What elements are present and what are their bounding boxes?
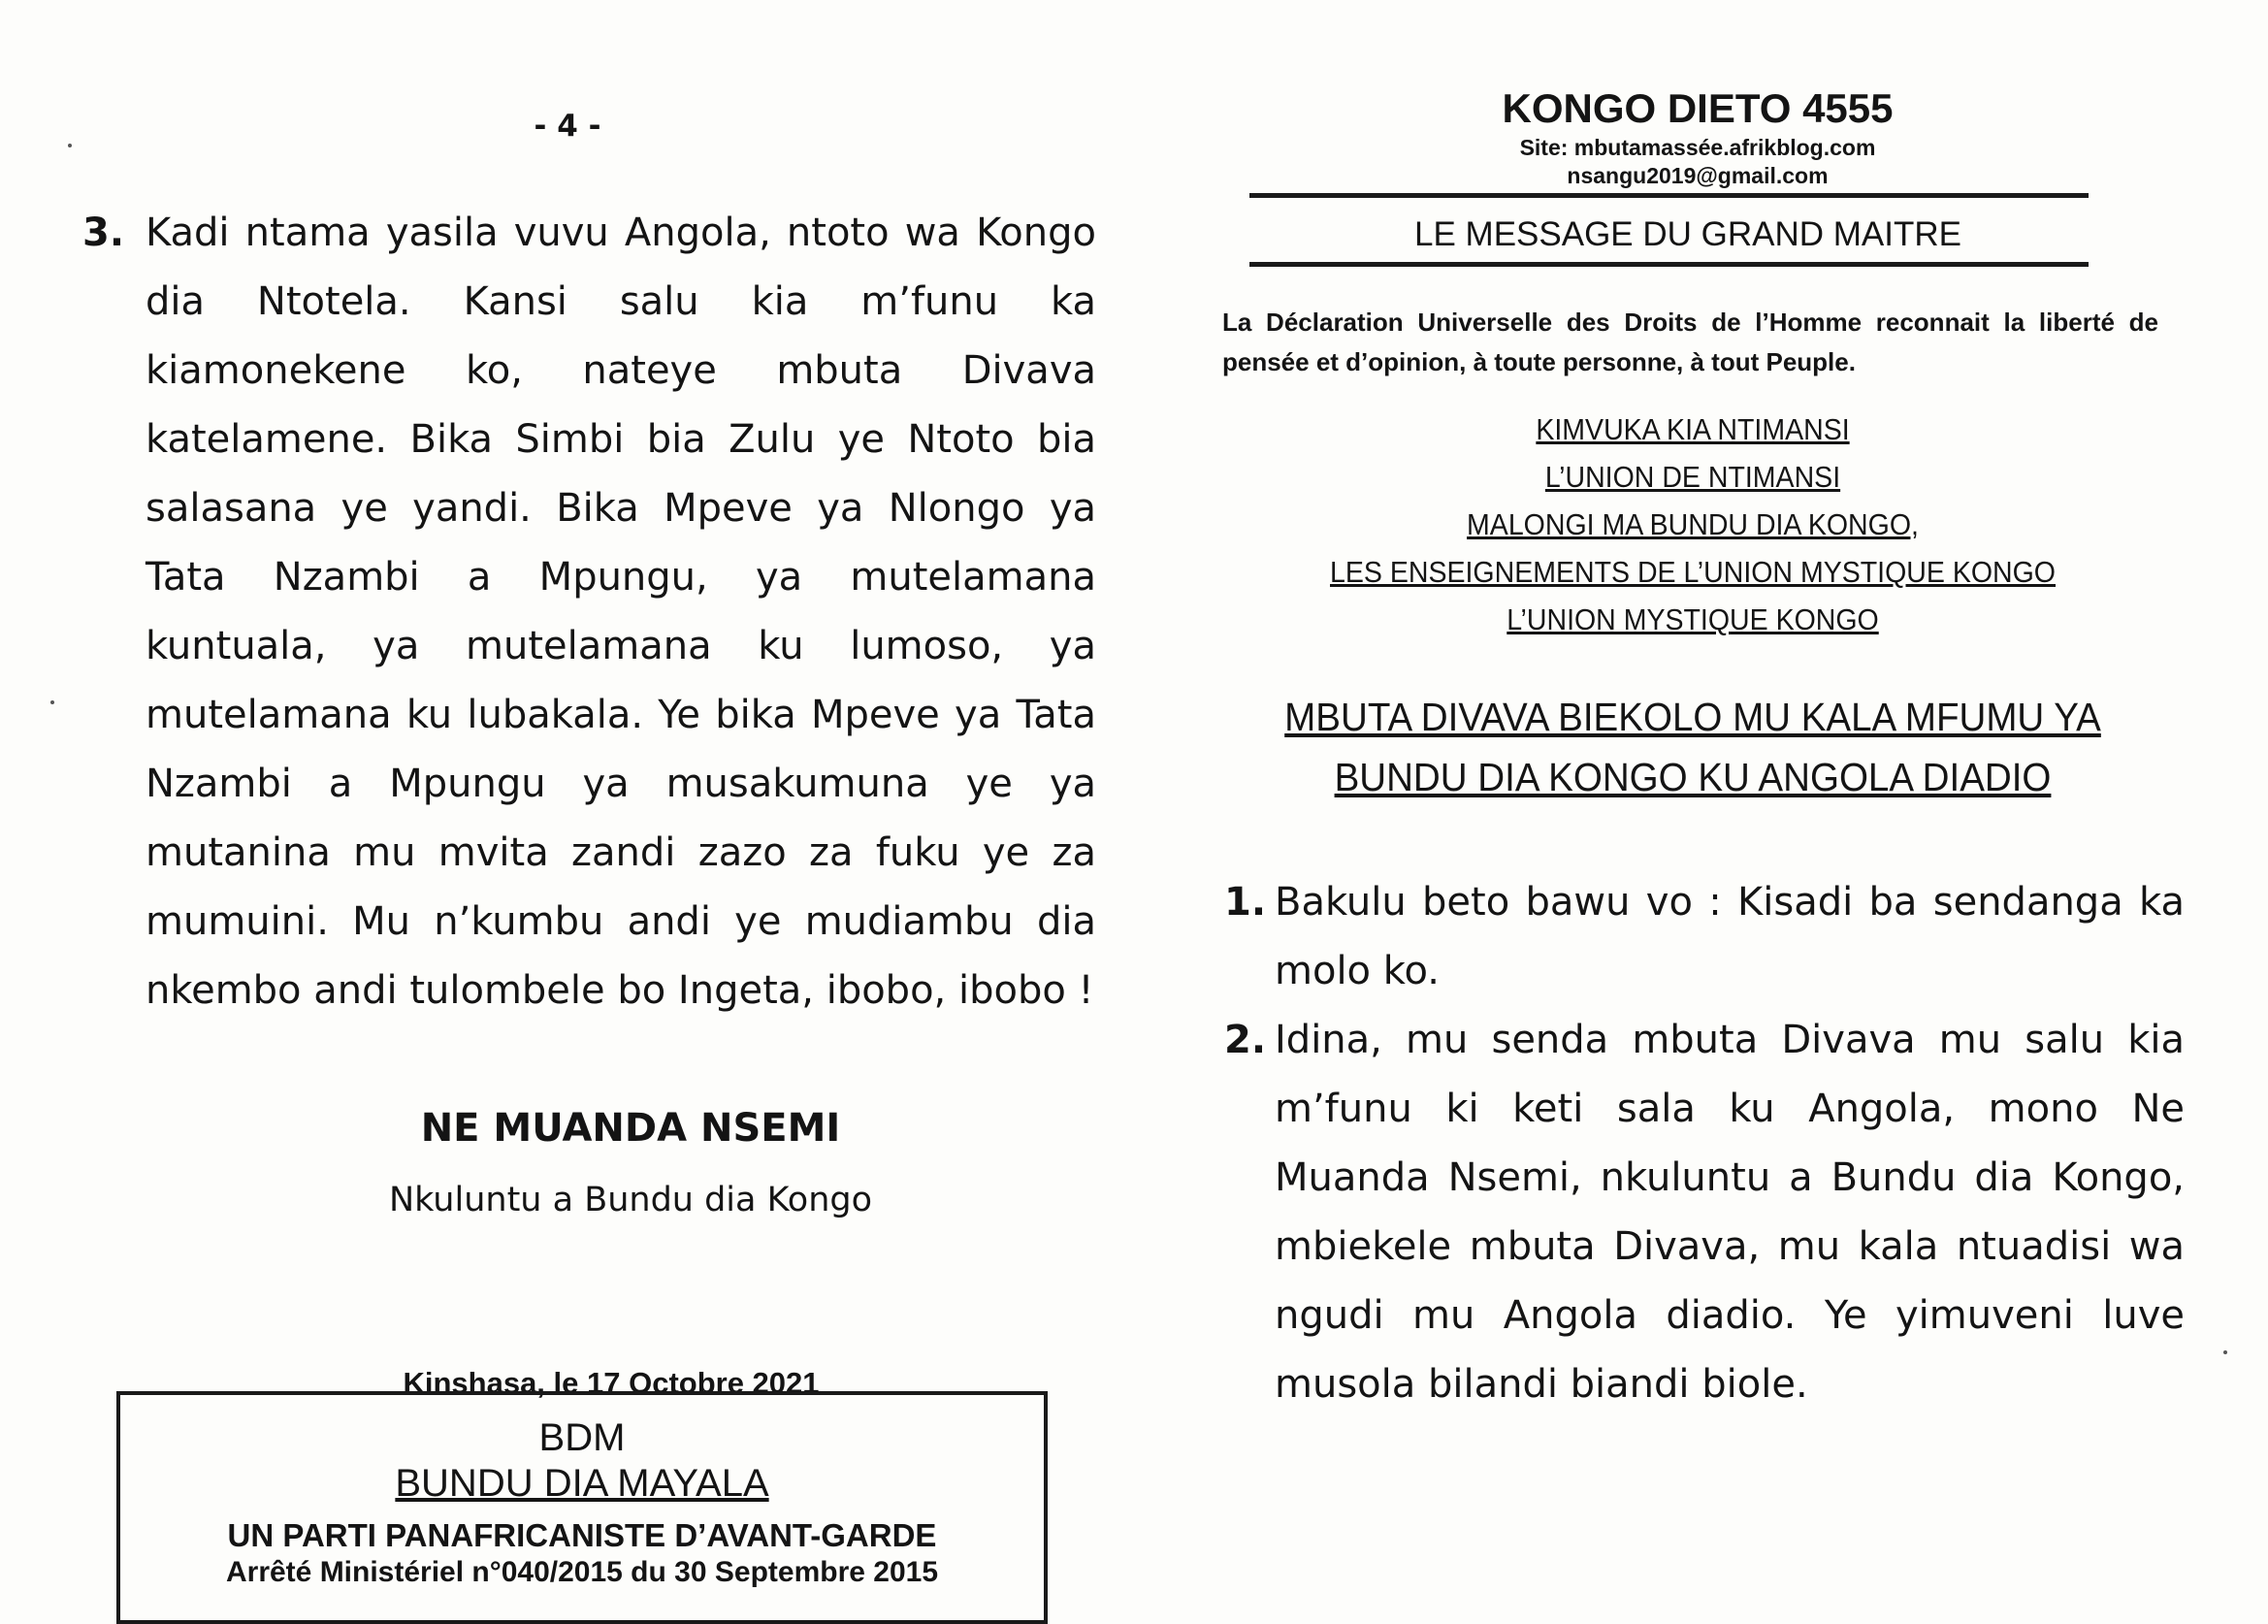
scan-speck [2223,1350,2227,1354]
article-headline [1232,687,2153,807]
dateline: Kinshasa, le 17 Octobre 2021 [403,1366,820,1400]
list-item-3 [82,199,1096,1025]
numbered-list [1224,868,2185,1419]
list-item-text: Kadi ntama yasila vuvu Angola, ntoto wa Kongo dia Ntotela. Kansi salu kia m’funu ka kiamonekene ko, nateye mbuta Divava katelamene. Bika Simbi bia Zulu ye Ntoto bia salasana ye yandi. Bika Mpeve ya Nlongo ya Tata Nzambi a Mpungu, ya mutelamana kuntuala, ya mutelamana ku lumoso, ya mutelamana ku lubakala. Ye bika Mpeve ya Tata Nzambi a Mpungu ya musakumuna ye ya mutanina mu mvita zandi zazo za fuku ye za mumuini. Mu n’kumbu andi ye mudiambu dia nkembo andi tulombele bo Ingeta, ibobo, ibobo ! [146,211,1096,1013]
site-line: Site: mbutamassée.afrikblog.com [1519,135,1876,160]
party-acronym: BDM [538,1416,626,1459]
scan-speck [68,144,72,147]
org-line: MALONGI MA BUNDU DIA KONGO, [1467,507,1919,541]
list-item-number: 3. [82,211,125,255]
signature-title: Nkuluntu a Bundu dia Kongo [388,1181,873,1219]
list-item-2 [1224,1006,2185,1419]
list-item-number: 1. [1224,880,1267,925]
party-box [116,1391,1048,1624]
org-line: LES ENSEIGNEMENTS DE L’UNION MYSTIQUE KONGO [1329,555,2056,589]
scan-speck [50,700,54,704]
list-item-text: Bakulu beto bawu vo : Kisadi ba sendanga ka molo ko. [1275,880,2185,993]
headline-line: BUNDU DIA KONGO KU ANGOLA DIADIO [1334,755,2052,799]
org-line: L’UNION MYSTIQUE KONGO [1507,602,1879,636]
org-line: L’UNION DE NTIMANSI [1544,460,1841,494]
header-rule-top [1249,193,2089,198]
signature-name: NE MUANDA NSEMI [420,1106,841,1151]
header-rule-bottom [1249,262,2089,267]
party-decree: Arrêté Ministériel n°040/2015 du 30 Septembre 2015 [225,1556,939,1588]
party-name: BUNDU DIA MAYALA [395,1462,769,1505]
party-tagline: UN PARTI PANAFRICANISTE D’AVANT-GARDE [227,1517,937,1553]
page-number: - 4 - [534,109,601,144]
message-banner: LE MESSAGE DU GRAND MAITRE [1414,215,1961,253]
email-line: nsangu2019@gmail.com [1567,163,1829,188]
headline-line: MBUTA DIVAVA BIEKOLO MU KALA MFUMU YA [1284,695,2101,739]
list-item-text: Idina, mu senda mbuta Divava mu salu kia m’funu ki keti sala ku Angola, mono Ne Muanda Nsemi, nkuluntu a Bundu dia Kongo, mbiekele mbuta Divava, mu kala ntuadisi wa ngudi mu Angola diadio. Ye yimuveni luve musola bilandi biandi biole. [1275,1018,2185,1407]
org-line: KIMVUKA KIA NTIMANSI [1536,412,1850,446]
newsletter-title: KONGO DIETO 4555 [1502,85,1894,131]
declaration-text: La Déclaration Universelle des Droits de l’Homme reconnait la liberté de pensée et d’opinion, à toute personne, à tout Peuple. [1222,308,2158,376]
list-item-1 [1224,868,2185,1006]
organization-lines [1203,406,2183,643]
list-item-number: 2. [1224,1018,1267,1062]
